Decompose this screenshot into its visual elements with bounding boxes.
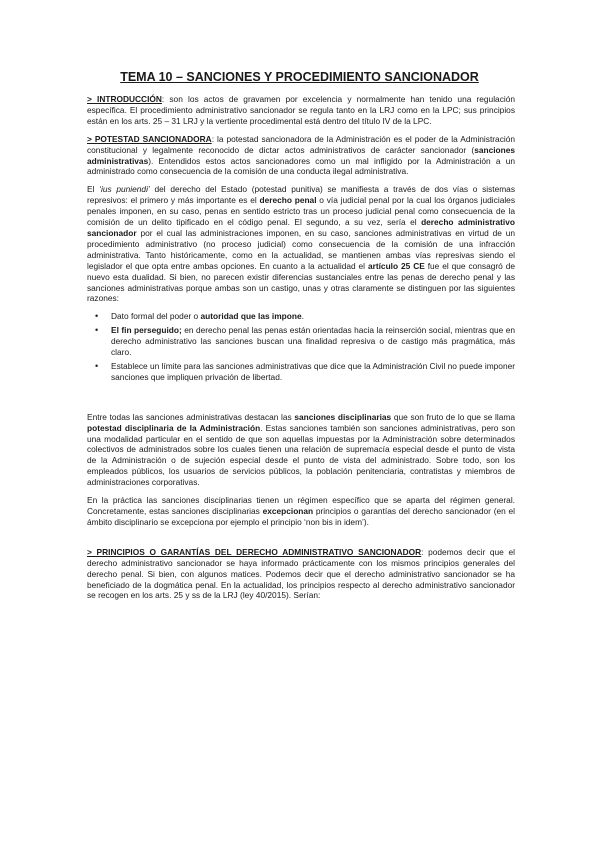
principios-paragraph	[87, 547, 515, 602]
potestad-paragraph	[87, 134, 515, 178]
prac-text-1: En la práctica las sanciones disciplinarias tienen un régimen específico que se aparta del régimen general. Concretamente, estas sanciones disciplinarias	[87, 495, 515, 516]
practica-paragraph	[87, 495, 515, 528]
disc-text-2: que son fruto de lo que se llama	[391, 411, 515, 422]
intro-paragraph	[87, 94, 515, 127]
list-item	[111, 325, 515, 358]
ius-text-5: fue el que consagró de nuevo esta dualidad. Si bien, no parecen existir diferencias sustanciales entre las penas de derecho penal y las sanciones administrativas porque ambas son un castigo, unas y otras claramente se distinguen por las siguientes razones:	[87, 260, 515, 304]
ius-bold-3: artículo 25 CE	[367, 260, 425, 271]
potestad-text-2: ). Entendidos estos actos sancionadores como un mal infligido por la Administración a un administrado como consecuencia de la comisión de una conducta ilegal administrativa.	[87, 155, 515, 177]
ius-text-1: El	[87, 184, 100, 195]
ius-bold-2: derecho administrativo sancionador	[87, 217, 515, 238]
ius-text-3: o vía judicial penal por la cual los órganos judiciales penales imponen, en su caso, penas en sentido estricto tras un proceso judicial penal como consecuencia de la comisión de un delito tipificado en el código penal. El segundo, a su vez, sería el	[87, 195, 515, 228]
disc-text-3: . Estas sanciones también son sanciones administrativas, pero son una modalidad particular en el sentido de que son aquellas impuestas por la Administración sobre determinados colectivos de administrados sobre los cuales tienen una relación de supremacía especial desde el punto de vista de la Administración o de sujeción especial desde el punto de vista del administrado. Sobre todo, son los empleados públicos, los usuarios de servicios públicos, la población penitenciaria, contratistas y miembros de administraciones corporativas.	[87, 422, 515, 488]
potestad-bold-1: sanciones administrativas	[87, 144, 515, 166]
prac-text-2: principios o garantías del derecho sancionador (en el ámbito disciplinario se excepciona por ejemplo el principio ‘non bis in idem’).	[87, 506, 515, 527]
intro-heading: > INTRODUCCIÓN	[87, 94, 162, 104]
document-body	[87, 94, 515, 608]
prac-bold-1: excepcionan	[262, 506, 314, 516]
bullet-1-end: .	[301, 311, 304, 322]
ius-italic-1: ‘ius puniendi’	[99, 184, 150, 195]
potestad-text-1: : la potestad sancionadora de la Administración es el poder de la Administración constitucional y legalmente reconocido de dictar actos administrativos de carácter sancionador (	[87, 133, 516, 155]
list-item	[111, 311, 515, 322]
intro-text: : son los actos de gravamen por excelencia y normalmente han tenido una regulación específica. El procedimiento administrativo sancionador se regula tanto en la LRJ como en la LPC; sus principios están en los arts. 25 – 31 LRJ y la vertiente procedimental está dentro del título IV de la LPC.	[87, 94, 515, 126]
bullet-2-text: en derecho penal las penas están orientadas hacia la reinserción social, mientras que en derecho administrativo las sanciones buscan una finalidad represiva o de castigo más pragmática, más claro.	[111, 325, 515, 358]
disc-bold-2: potestad disciplinaria de la Administración	[87, 422, 261, 433]
page-title: TEMA 10 – SANCIONES Y PROCEDIMIENTO SANCIONADOR	[120, 70, 479, 84]
ius-text-4: por el cual las administraciones imponen, en su caso, sanciones administrativas en virtud de un procedimiento administrativo (no proceso judicial) como consecuencia de la comisión de una infracción administrativa. Tanto históricamente, como en la actualidad, se mantienen ambas vías represivas siendo el legislador el que opta entre ambas opciones. En cuanto a la actualidad el	[87, 227, 515, 271]
ius-bold-1: derecho penal	[259, 195, 317, 206]
bullet-3-text: Establece un límite para las sanciones administrativas que dice que la Administración Civil no puede imponer sanciones que impliquen privación de libertad.	[111, 360, 515, 382]
spacer	[87, 392, 515, 412]
principios-text: : podemos decir que el derecho administrativo sancionador se haya informado prácticamente con los mismos principios generales del derecho penal. Si bien, con algunos matices. Podemos decir que el derecho administrativo sancionador se ha beneficiado de la dogmática penal. En la actualidad, los principios respecto al derecho administrativo sancionador se recogen en los arts. 25 y ss de la LRJ (ley 40/2015). Serían:	[87, 546, 515, 601]
bullet-1-bold: autoridad que las impone	[200, 311, 302, 322]
list-item	[111, 361, 515, 383]
differences-list	[87, 311, 515, 382]
bullet-2-bold: El fin perseguido;	[111, 325, 182, 336]
bullet-1-text: Dato formal del poder o	[111, 311, 201, 322]
spacer	[87, 535, 515, 547]
disciplinarias-paragraph	[87, 412, 515, 488]
ius-text-2: del derecho del Estado (potestad punitiva) se manifiesta a través de dos vías o sistemas represivos: el primero y más importante es el	[87, 184, 515, 206]
disc-bold-1: sanciones disciplinarias	[294, 411, 392, 422]
disc-text-1: Entre todas las sanciones administrativas destacan las	[87, 411, 295, 422]
principios-heading: > PRINCIPIOS O GARANTÍAS DEL DERECHO ADMINISTRATIVO SANCIONADOR	[87, 546, 422, 557]
ius-puniendi-paragraph	[87, 184, 515, 304]
potestad-heading: > POTESTAD SANCIONADORA	[87, 133, 212, 144]
